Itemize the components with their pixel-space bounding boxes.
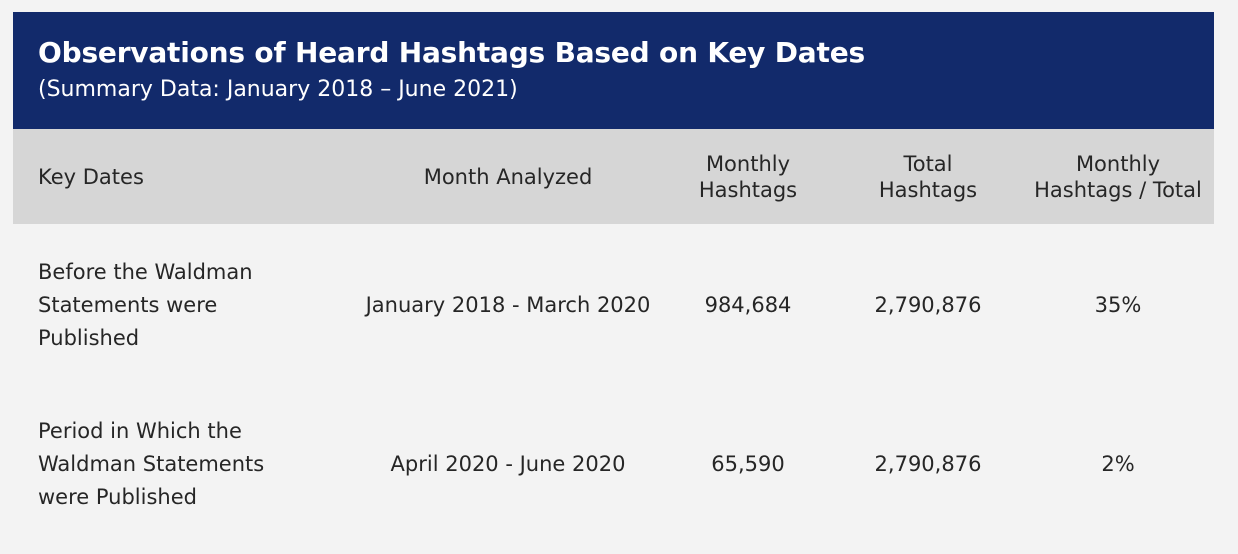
header-monthly-hashtags <box>673 129 823 224</box>
table-row <box>13 250 1214 360</box>
row-month-analyzed: January 2018 - March 2020 <box>365 293 651 317</box>
row-key-dates-line: Waldman Statements <box>38 451 265 476</box>
row-ratio: 35% <box>1094 293 1142 317</box>
row-month-analyzed: April 2020 - June 2020 <box>390 452 626 476</box>
row-monthly-hashtags: 984,684 <box>704 293 792 317</box>
row-key-dates-line: Published <box>38 325 140 350</box>
row-total-hashtags: 2,790,876 <box>874 293 982 317</box>
table-row <box>13 414 1214 514</box>
page-title: Observations of Heard Hashtags Based on Key Dates <box>38 36 865 69</box>
row-key-dates-line: were Published <box>38 484 197 509</box>
header-monthly-hashtags-line1: Monthly <box>705 151 791 176</box>
title-banner <box>13 12 1214 129</box>
row-total-hashtags: 2,790,876 <box>874 452 982 476</box>
header-total-hashtags-line2: Hashtags <box>878 177 978 202</box>
row-key-dates-line: Before the Waldman <box>38 259 253 284</box>
header-ratio-line1: Monthly <box>1075 151 1161 176</box>
header-month-analyzed-label: Month Analyzed <box>423 164 593 189</box>
header-monthly-hashtags-line2: Hashtags <box>698 177 798 202</box>
row-key-dates-line: Period in Which the <box>38 418 242 443</box>
row-monthly-hashtags: 65,590 <box>711 452 785 476</box>
header-month-analyzed <box>343 129 673 224</box>
header-ratio-line2: Hashtags / Total <box>1034 177 1202 202</box>
row-key-dates-line: Statements were <box>38 292 218 317</box>
header-total-hashtags <box>853 129 1003 224</box>
page-subtitle: (Summary Data: January 2018 – June 2021) <box>38 77 518 102</box>
table-header-row <box>13 129 1214 224</box>
header-total-hashtags-line1: Total <box>903 151 953 176</box>
header-key-dates <box>38 129 338 224</box>
row-key-dates <box>38 414 318 514</box>
header-key-dates-label: Key Dates <box>38 164 144 189</box>
header-ratio <box>1018 129 1218 224</box>
row-ratio: 2% <box>1101 452 1135 476</box>
row-key-dates <box>38 250 318 360</box>
